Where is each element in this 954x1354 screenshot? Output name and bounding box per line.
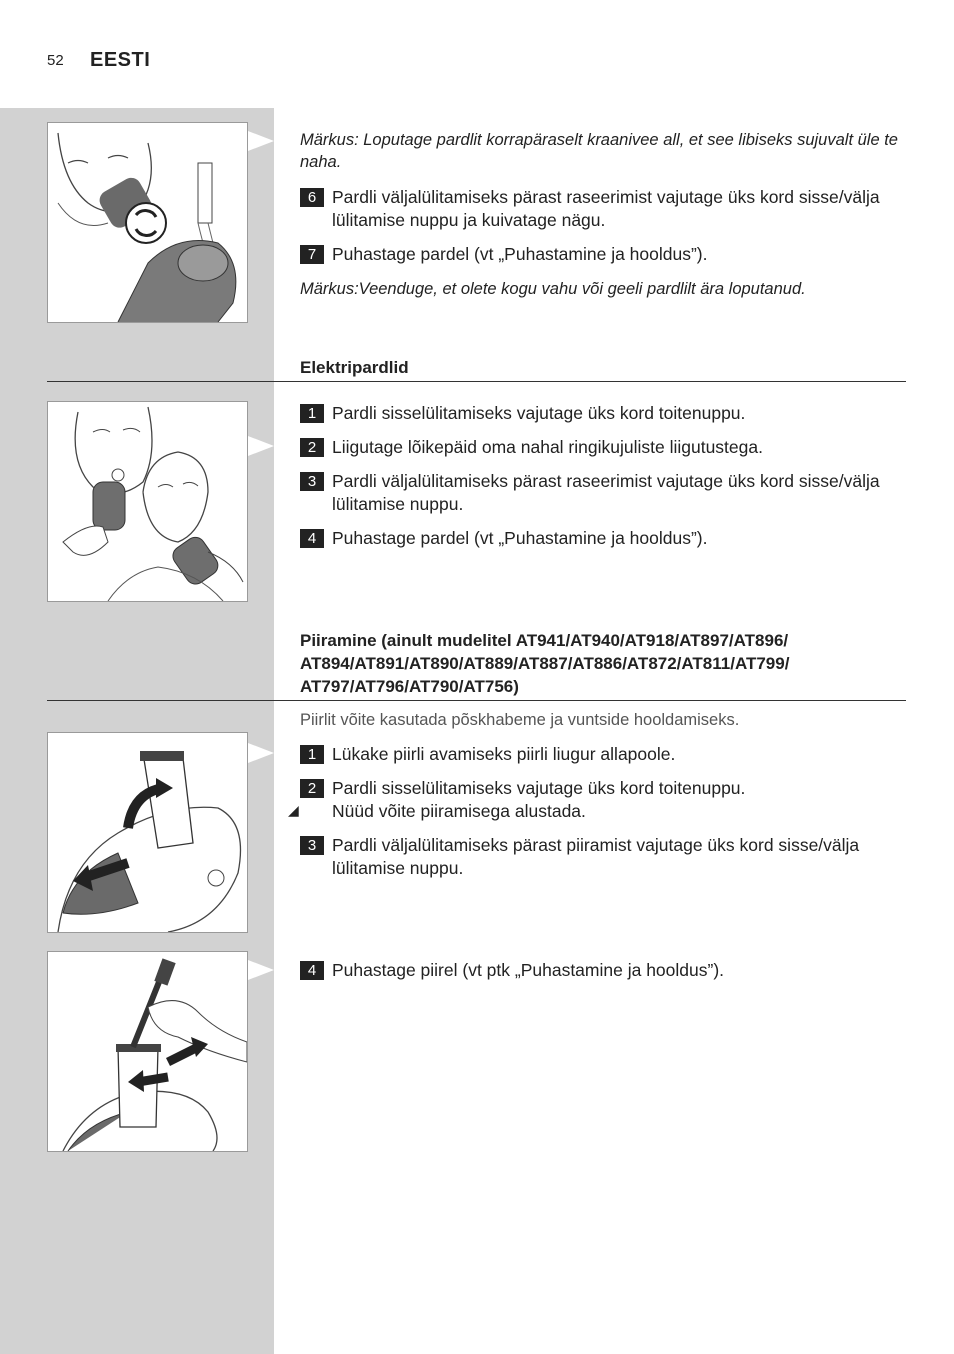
page-title: EESTI bbox=[90, 49, 151, 71]
figure-pointer bbox=[248, 960, 274, 980]
section-heading-electric: Elektripardlid bbox=[300, 358, 409, 377]
step-4 bbox=[300, 527, 906, 550]
figure-open-trimmer bbox=[47, 732, 248, 933]
step-text: Puhastage pardel (vt „Puhastamine ja hooldus”). bbox=[332, 244, 708, 264]
section-heading-trimming bbox=[300, 629, 906, 698]
trimmer-intro: Piirlit võite kasutada põskhabeme ja vuntside hooldamiseks. bbox=[300, 711, 740, 729]
section-rule bbox=[47, 381, 906, 382]
page-number: 52 bbox=[47, 52, 64, 69]
note-foam: Märkus:Veenduge, et olete kogu vahu või geeli pardlilt ära loputanud. bbox=[300, 280, 806, 298]
figure-pointer bbox=[248, 131, 274, 151]
step-3 bbox=[300, 470, 906, 516]
step-number: 2 bbox=[300, 438, 324, 457]
step-2 bbox=[300, 436, 906, 459]
step-number: 4 bbox=[300, 529, 324, 548]
step-number: 3 bbox=[300, 472, 324, 491]
step-text: Pardli väljalülitamiseks pärast raseerimist vajutage üks kord sisse/välja lülitamise nuppu ja kuivatage nägu. bbox=[332, 187, 880, 230]
step-number: 2 bbox=[300, 779, 324, 798]
step-number: 1 bbox=[300, 404, 324, 423]
step-1 bbox=[300, 402, 906, 425]
trim-step-3 bbox=[300, 834, 906, 880]
step-text: Pardli väljalülitamiseks pärast raseerimist vajutage üks kord sisse/välja lülitamise nuppu. bbox=[332, 471, 880, 514]
trim-step-4 bbox=[300, 959, 906, 982]
trim-step-1 bbox=[300, 743, 906, 766]
step-text: Lükake piirli avamiseks piirli liugur allapoole. bbox=[332, 744, 676, 764]
step-number: 1 bbox=[300, 745, 324, 764]
figure-pointer bbox=[248, 743, 274, 763]
step-number: 7 bbox=[300, 245, 324, 264]
step-6 bbox=[300, 186, 906, 232]
step-text: Pardli sisselülitamiseks vajutage üks kord toitenuppu. bbox=[332, 778, 746, 798]
note-rinse: Märkus: Loputage pardlit korrapäraselt kraanivee all, et see libiseks sujuvalt üle te naha. bbox=[300, 131, 898, 171]
step-number: 3 bbox=[300, 836, 324, 855]
trim-step-2 bbox=[300, 777, 906, 800]
result-text: Nüüd võite piiramisega alustada. bbox=[332, 801, 586, 821]
step-text: Liigutage lõikepäid oma nahal ringikujuliste liigutustega. bbox=[332, 437, 763, 457]
heading-line: AT797/AT796/AT790/AT756) bbox=[300, 677, 519, 696]
figure-pointer bbox=[248, 436, 274, 456]
result-bullet-icon: ◢ bbox=[288, 802, 299, 818]
step-number: 6 bbox=[300, 188, 324, 207]
figure-dry-shaving bbox=[47, 401, 248, 602]
heading-line: Piiramine (ainult mudelitel AT941/AT940/AT918/AT897/AT896/ bbox=[300, 631, 789, 650]
step-number: 4 bbox=[300, 961, 324, 980]
figure-rinse-under-tap bbox=[47, 122, 248, 323]
heading-line: AT894/AT891/AT890/AT889/AT887/AT886/AT872/AT811/AT799/ bbox=[300, 654, 790, 673]
step-text: Puhastage piirel (vt ptk „Puhastamine ja hooldus”). bbox=[332, 960, 725, 980]
figure-clean-trimmer bbox=[47, 951, 248, 1152]
step-text: Puhastage pardel (vt „Puhastamine ja hooldus”). bbox=[332, 528, 708, 548]
step-text: Pardli väljalülitamiseks pärast piiramist vajutage üks kord sisse/välja lülitamise nuppu. bbox=[332, 835, 860, 878]
step-7 bbox=[300, 243, 906, 266]
step-text: Pardli sisselülitamiseks vajutage üks kord toitenuppu. bbox=[332, 403, 746, 423]
section-rule bbox=[47, 700, 906, 701]
